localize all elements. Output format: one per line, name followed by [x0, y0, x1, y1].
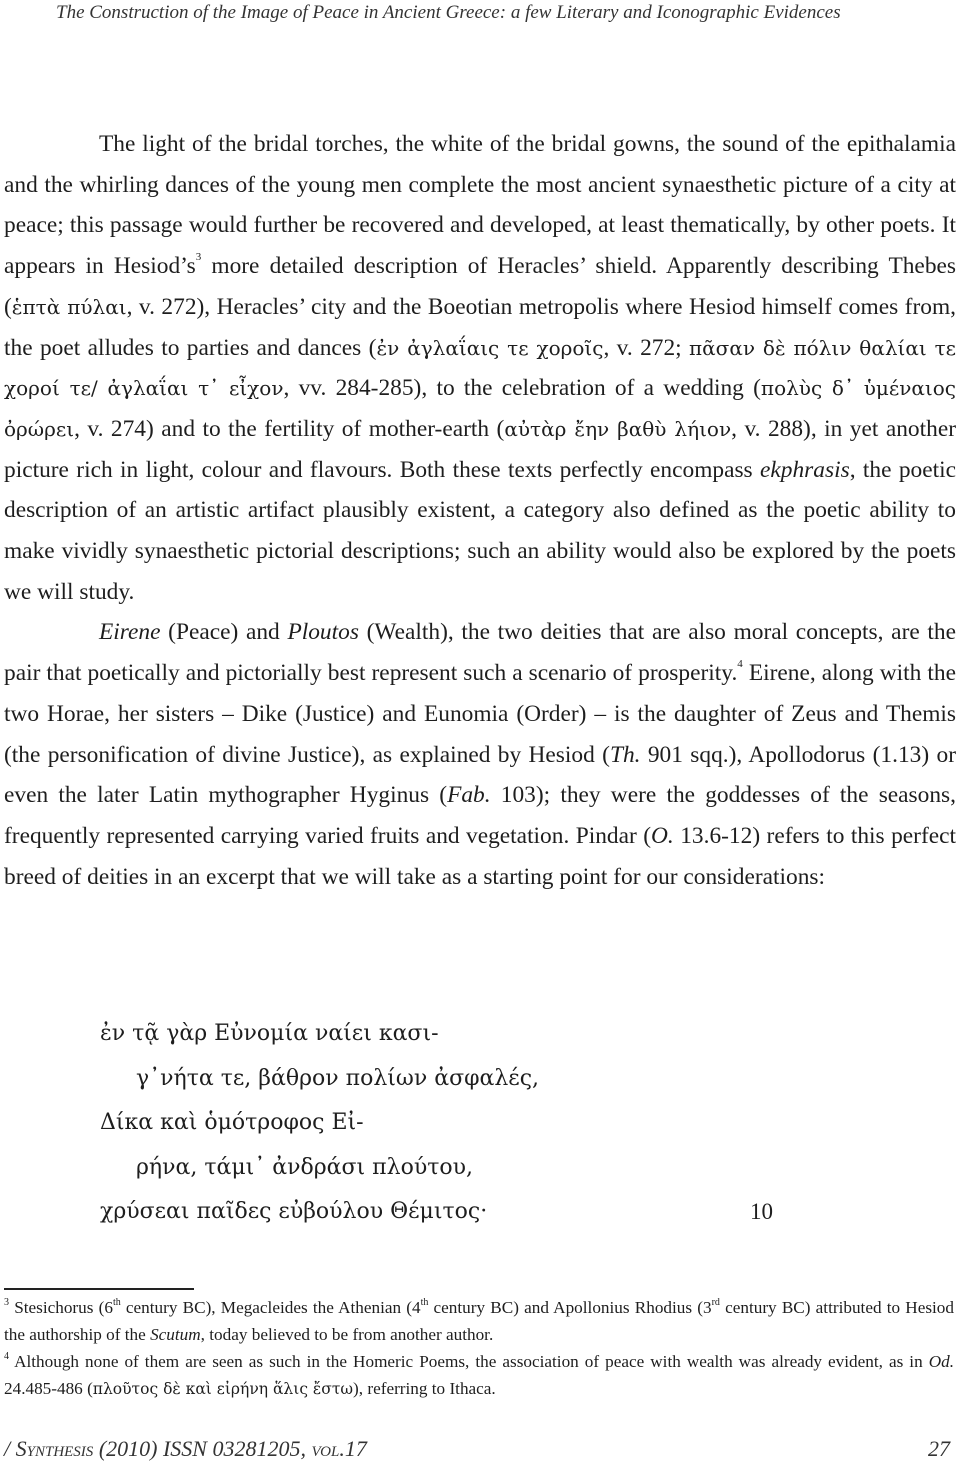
text-run: 24.485-486 (: [4, 1379, 93, 1398]
text-run: , v. 272), Heracles’ city and the Boeotian metropolis where Hesiod himself comes from, the poet alludes to parties and dances (: [4, 293, 956, 361]
italic-term: Ploutos: [287, 619, 359, 646]
text-run: century BC) attributed to Hesiod the authorship of the: [4, 1298, 954, 1344]
poem-line: [100, 1101, 820, 1146]
text-run: , the poetic description of an artistic artifact plausibly existent, a category also defined as the poetic ability to make vividly synaesthetic pictorial descriptions; such an ability would also be explored by the poets we will study.: [4, 456, 956, 605]
text-run: Stesichorus (6: [9, 1298, 113, 1317]
footnotes: [4, 1294, 954, 1403]
text-run: /: [4, 1436, 16, 1461]
poem-line-text: ρήνα, τάμι᾽ ἀνδράσι πλούτου,: [136, 1154, 473, 1180]
greek-quote: αὐτὰρ ἔην βαθὺ λήιον: [504, 416, 732, 441]
poem-line: [100, 1146, 820, 1191]
poem-line: [100, 1190, 820, 1235]
text-run: more detailed description of Heracles’ shield. Apparently describing Thebes (: [4, 253, 956, 320]
ordinal-suffix: rd: [711, 1297, 720, 1308]
text-run: ), referring to Ithaca.: [353, 1379, 496, 1398]
paragraph: [4, 612, 956, 897]
poem-line-text: ἐν τᾷ γὰρ Εὐνομία ναίει κασι-: [100, 1021, 439, 1046]
issue-info: (2010) ISSN 03281205,: [93, 1436, 312, 1461]
text-run: 13.6-12) refers to this perfect breed of deities in an excerpt that we will take as a starting point for our considerations:: [4, 822, 956, 890]
italic-term: ekphrasis: [760, 456, 850, 483]
footnote-4: [4, 1348, 954, 1403]
body-text: [4, 124, 956, 897]
footnote-number: 3: [4, 1297, 9, 1308]
text-run: (Wealth), the two deities that are also moral concepts, are the pair that poetically and pictorially best represent such a scenario of prosperity.: [4, 619, 956, 687]
paragraph: [4, 124, 956, 612]
footnote-reference[interactable]: 3: [195, 251, 202, 264]
ordinal-suffix: th: [420, 1297, 429, 1308]
greek-quote: ἐν ἀγλαΐαις τε χοροῖς: [376, 335, 604, 360]
page-number: 27: [928, 1436, 950, 1461]
text-run: , v. 288), in yet another picture rich in light, colour and flavours. Both these texts perfectly encompass: [4, 415, 956, 483]
greek-poem-quotation: [100, 1012, 820, 1235]
text-run: Eirene, along with the two Horae, her sisters – Dike (Justice) and Eunomia (Order) – is the daughter of Zeus and Themis (the personification of divine Justice), as explained by Hesiod (: [4, 660, 956, 768]
footnote-3: [4, 1294, 954, 1348]
italic-term: Eirene: [99, 619, 161, 646]
text-run: The light of the bridal torches, the white of the bridal gowns, the sound of the epithalamia and the whirling dances of the young men complete the most ancient synaesthetic picture of a city at peace; this passage would further be recovered and developed, at least thematically, by other poets. It appears in Hesiod’s: [4, 131, 956, 280]
poem-line-text: Δίκα καὶ ὁμότροφος Εἰ-: [100, 1110, 364, 1136]
text-run: 103); they were the goddesses of the seasons, frequently represented carrying varied fruits and vegetation. Pindar (: [4, 782, 957, 849]
greek-quote: πᾶσαν δὲ πόλιν θαλίαι τε χοροί τε/ ἀγλαΐαι τ᾽ εἶχον: [4, 335, 956, 401]
journal-name: Synthesis: [15, 1436, 94, 1461]
volume-info: vol.17: [311, 1436, 367, 1461]
text-run: , v. 272;: [603, 334, 690, 361]
poem-line: [100, 1057, 820, 1102]
journal-citation: [4, 1436, 367, 1462]
poem-line: [100, 1012, 820, 1057]
poem-line-text: γ᾽νήτα τε, βάθρον πολίων ἀσφαλές,: [136, 1065, 540, 1091]
greek-quote: πλοῦτος δὲ καὶ εἰρήνη ἅλις ἔστω: [92, 1380, 354, 1398]
footnote-number: 4: [4, 1351, 9, 1362]
text-run: century BC) and Apollonius Rhodius (3: [428, 1298, 712, 1317]
italic-abbreviation: Th.: [609, 741, 641, 768]
italic-abbreviation: Fab.: [447, 782, 491, 809]
ordinal-suffix: th: [112, 1297, 121, 1308]
poem-line-text: χρύσεαι παῖδες εὐβούλου Θέμιτος·: [100, 1199, 488, 1225]
greek-quote: ἑπτὰ πύλαι: [11, 294, 127, 319]
text-run: century BC), Megacleides the Athenian (4: [120, 1298, 421, 1317]
footnote-reference[interactable]: 4: [737, 658, 743, 671]
poem-line-number: 10: [750, 1199, 773, 1225]
greek-quote: πολὺς δ᾽ ὑμέναιος ὀρώρει: [4, 376, 956, 441]
italic-abbreviation: O.: [651, 822, 674, 849]
text-run: , vv. 284-285), to the celebration of a wedding (: [283, 375, 761, 402]
italic-abbreviation: Od.: [928, 1352, 954, 1371]
italic-title: Scutum: [150, 1325, 201, 1344]
text-run: 901 sqq.), Apollodorus (1.13) or even the later Latin mythographer Hyginus (: [4, 741, 956, 809]
text-run: (Peace) and: [160, 619, 288, 646]
text-run: Although none of them are seen as such in the Homeric Poems, the association of peace with wealth was already evident, as in: [9, 1352, 929, 1371]
text-run: , today believed to be from another author.: [200, 1325, 494, 1344]
footnote-separator: [4, 1288, 194, 1290]
text-run: , v. 274) and to the fertility of mother-earth (: [74, 415, 505, 442]
running-title: The Construction of the Image of Peace in Ancient Greece: a few Literary and Iconographic Evidences: [56, 2, 841, 23]
